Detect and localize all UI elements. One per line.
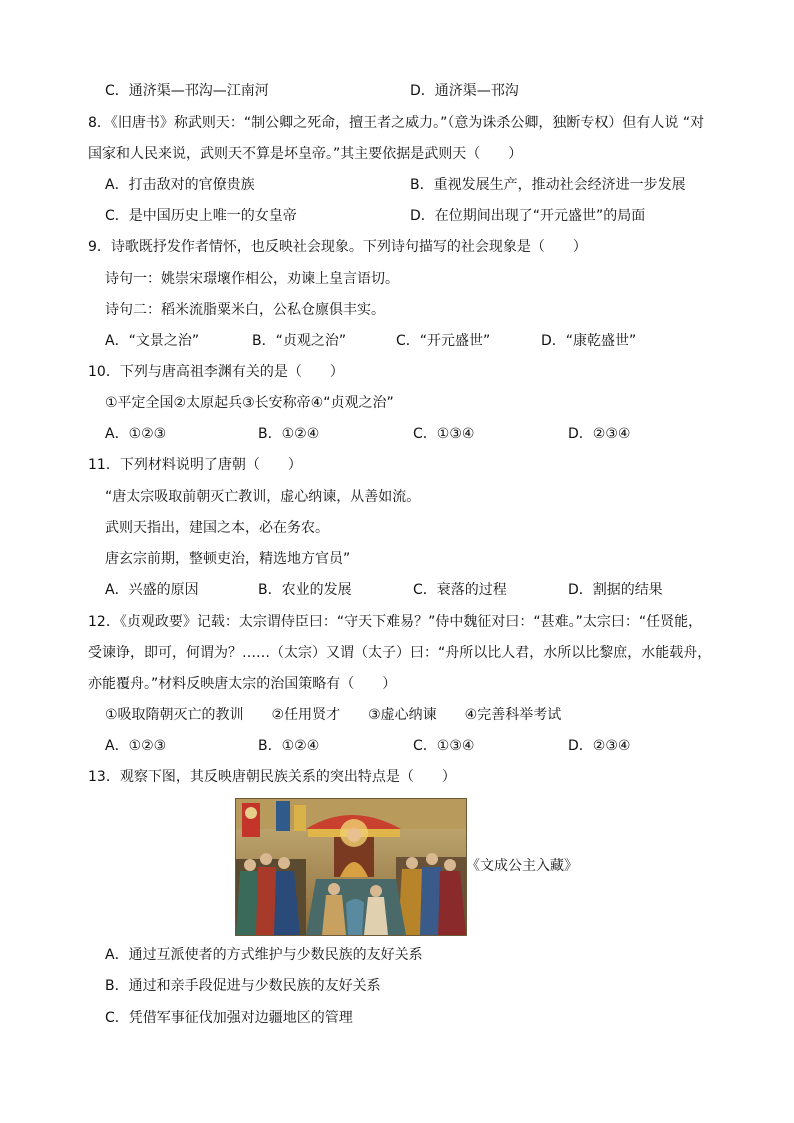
q11-material-2: 武则天指出，建国之本，必在务农。 — [105, 520, 329, 536]
q13-option-b: B．通过和亲手段促进与少数民族的友好关系 — [105, 978, 381, 994]
mural-painting-image — [235, 798, 467, 936]
q11-option-c: C．衰落的过程 — [413, 582, 507, 598]
q13-option-a: A．通过互派使者的方式维护与少数民族的友好关系 — [105, 947, 423, 963]
q10-items: ①平定全国②太原起兵③长安称帝④“贞观之治” — [105, 395, 394, 411]
q9-poem-2: 诗句二：稻米流脂粟米白，公私仓廪俱丰实。 — [105, 302, 385, 318]
q11-option-b: B．农业的发展 — [258, 582, 352, 598]
q10-option-a: A．①②③ — [105, 426, 167, 442]
q11-material-1: “唐太宗吸取前朝灭亡教训，虚心纳谏，从善如流。 — [105, 489, 421, 505]
q12-stem-line2: 受谏诤，即可，何谓为？……（太宗）又谓（太子）曰：“舟所以比人君，水所以比黎庶，水能载舟， — [88, 645, 712, 661]
q11-material-3: 唐玄宗前期，整顿吏治，精选地方官员” — [105, 551, 351, 567]
q9-option-b: B．“贞观之治” — [252, 333, 347, 349]
q9-option-d: D．“康乾盛世” — [541, 333, 637, 349]
q8-stem-line1: 8．《旧唐书》称武则天：“制公卿之死命，擅王者之威力。”（意为诛杀公卿，独断专权）但有人说 “对 — [88, 115, 705, 131]
q7-option-c: C．通济渠—邗沟—江南河 — [105, 83, 269, 99]
q7-option-d: D．通济渠—邗沟 — [410, 83, 519, 99]
q9-stem: 9．诗歌既抒发作者情怀，也反映社会现象。下列诗句描写的社会现象是（ ） — [88, 239, 587, 255]
q12-option-b: B．①②④ — [258, 738, 320, 754]
q13-image-caption: 《文成公主入藏》 — [466, 858, 578, 874]
q12-option-a: A．①②③ — [105, 738, 167, 754]
q10-stem: 10．下列与唐高祖李渊有关的是（ ） — [88, 364, 344, 380]
q13-option-c: C．凭借军事征伐加强对边疆地区的管理 — [105, 1010, 353, 1026]
q11-stem: 11．下列材料说明了唐朝（ ） — [88, 457, 302, 473]
q9-option-a: A．“文景之治” — [105, 333, 200, 349]
q8-option-a: A．打击敌对的官僚贵族 — [105, 177, 255, 193]
q12-option-c: C．①③④ — [413, 738, 475, 754]
q9-poem-1: 诗句一：姚崇宋璟壞作相公，劝谏上皇言语切。 — [105, 271, 399, 287]
q13-stem: 13．观察下图，其反映唐朝民族关系的突出特点是（ ） — [88, 769, 456, 785]
q12-stem-line1: 12．《贞观政要》记载：太宗谓侍臣曰：“守天下难易？”侍中魏征对曰：“甚难。”太宗曰：“任贤能， — [88, 614, 703, 630]
q10-option-b: B．①②④ — [258, 426, 320, 442]
q11-option-a: A．兴盛的原因 — [105, 582, 199, 598]
q8-option-d: D．在位期间出现了“开元盛世”的局面 — [410, 208, 646, 224]
q11-option-d: D．割据的结果 — [568, 582, 663, 598]
q10-option-d: D．②③④ — [568, 426, 631, 442]
q9-option-c: C．“开元盛世” — [396, 333, 491, 349]
q12-items: ①吸取隋朝灭亡的教训 ②任用贤才 ③虚心纳谏 ④完善科举考试 — [105, 707, 562, 723]
q8-option-b: B．重视发展生产，推动社会经济进一步发展 — [410, 177, 686, 193]
q12-stem-line3: 亦能覆舟。”材料反映唐太宗的治国策略有（ ） — [88, 676, 397, 692]
q10-option-c: C．①③④ — [413, 426, 475, 442]
q12-option-d: D．②③④ — [568, 738, 631, 754]
q8-option-c: C．是中国历史上唯一的女皇帝 — [105, 208, 297, 224]
q8-stem-line2: 国家和人民来说，武则天不算是坏皇帝。”其主要依据是武则天（ ） — [88, 146, 523, 162]
